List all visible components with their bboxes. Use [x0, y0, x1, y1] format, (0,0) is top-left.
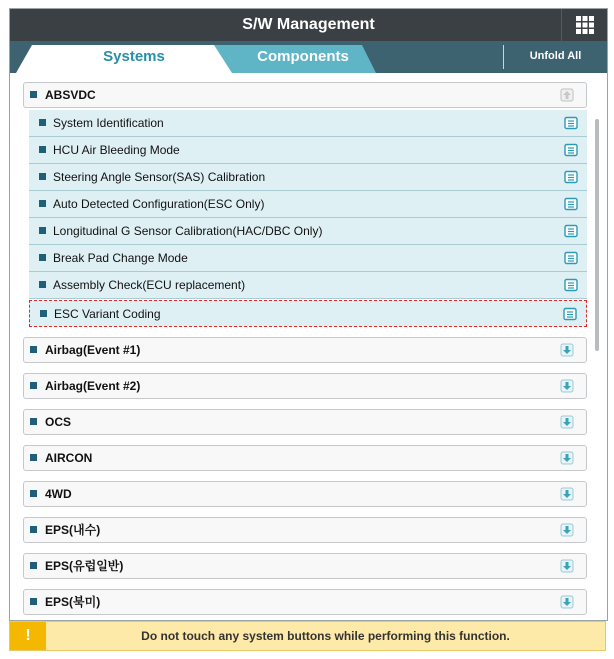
item-label: Longitudinal G Sensor Calibration(HAC/DBC Only) — [53, 224, 323, 238]
expand-down-icon[interactable] — [560, 487, 574, 501]
tab-bar — [10, 41, 607, 73]
list-item-break-pad-change[interactable] — [29, 245, 587, 272]
bullet-icon — [39, 200, 46, 207]
list-item-auto-detected-config[interactable] — [29, 191, 587, 218]
group-label: Airbag(Event #2) — [45, 379, 141, 393]
bullet-icon — [39, 146, 46, 153]
warning-banner — [9, 621, 606, 651]
item-label: ESC Variant Coding — [54, 307, 161, 321]
system-list — [10, 73, 607, 620]
group-label: Airbag(Event #1) — [45, 343, 141, 357]
item-label: HCU Air Bleeding Mode — [53, 143, 180, 157]
bullet-icon — [30, 490, 37, 497]
group-aircon[interactable] — [23, 445, 587, 471]
bullet-icon — [30, 562, 37, 569]
expand-down-icon[interactable] — [560, 379, 574, 393]
list-item-longitudinal-g-sensor[interactable] — [29, 218, 587, 245]
group-eps-domestic[interactable] — [23, 517, 587, 543]
bullet-icon — [30, 418, 37, 425]
item-label: Break Pad Change Mode — [53, 251, 188, 265]
expand-down-icon[interactable] — [560, 343, 574, 357]
tab-components[interactable]: Components — [257, 48, 349, 65]
item-label: System Identification — [53, 116, 164, 130]
list-item-hcu-air-bleeding[interactable] — [29, 137, 587, 164]
document-icon[interactable] — [564, 278, 578, 292]
expand-down-icon[interactable] — [560, 415, 574, 429]
sw-management-window — [9, 8, 608, 621]
list-item-assembly-check[interactable] — [29, 272, 587, 299]
menu-button[interactable] — [561, 9, 607, 41]
bullet-icon — [30, 346, 37, 353]
group-eps-europe[interactable] — [23, 553, 587, 579]
bullet-icon — [39, 173, 46, 180]
document-icon[interactable] — [564, 170, 578, 184]
bullet-icon — [40, 310, 47, 317]
group-label: EPS(북미) — [45, 595, 101, 609]
bullet-icon — [30, 454, 37, 461]
group-4wd[interactable] — [23, 481, 587, 507]
document-icon[interactable] — [564, 224, 578, 238]
title-bar — [10, 9, 607, 41]
group-label: EPS(유럽일반) — [45, 559, 124, 573]
warning-text: Do not touch any system buttons while performing this function. — [141, 629, 510, 643]
group-absvdc[interactable] — [23, 82, 587, 108]
bullet-icon — [30, 382, 37, 389]
item-label: Assembly Check(ECU replacement) — [53, 278, 246, 292]
group-ocs[interactable] — [23, 409, 587, 435]
list-item-system-identification[interactable] — [29, 110, 587, 137]
bullet-icon — [39, 119, 46, 126]
group-label: OCS — [45, 415, 72, 429]
expand-down-icon[interactable] — [560, 523, 574, 537]
scrollbar[interactable] — [595, 119, 599, 351]
expand-down-icon[interactable] — [560, 451, 574, 465]
document-icon[interactable] — [563, 307, 577, 321]
document-icon[interactable] — [564, 143, 578, 157]
document-icon[interactable] — [564, 251, 578, 265]
grid-icon — [576, 16, 594, 34]
expand-down-icon[interactable] — [560, 559, 574, 573]
item-label: Auto Detected Configuration(ESC Only) — [53, 197, 265, 211]
bullet-icon — [30, 91, 37, 98]
document-icon[interactable] — [564, 197, 578, 211]
page-title: S/W Management — [242, 16, 375, 33]
document-icon[interactable] — [564, 116, 578, 130]
group-label: 4WD — [45, 487, 72, 501]
group-airbag-event-2[interactable] — [23, 373, 587, 399]
unfold-all-button[interactable]: Unfold All — [529, 50, 582, 62]
bullet-icon — [39, 281, 46, 288]
bullet-icon — [39, 254, 46, 261]
group-label: EPS(내수) — [45, 523, 101, 537]
warning-icon: ! — [10, 622, 46, 650]
item-label: Steering Angle Sensor(SAS) Calibration — [53, 170, 266, 184]
group-eps-north-america[interactable] — [23, 589, 587, 615]
list-item-esc-variant-coding[interactable] — [29, 300, 587, 327]
group-label: ABSVDC — [45, 88, 96, 102]
bullet-icon — [30, 526, 37, 533]
group-label: AIRCON — [45, 451, 93, 465]
collapse-up-icon[interactable] — [560, 88, 574, 102]
bullet-icon — [30, 598, 37, 605]
expand-down-icon[interactable] — [560, 595, 574, 609]
tab-systems[interactable]: Systems — [103, 48, 165, 65]
bullet-icon — [39, 227, 46, 234]
group-airbag-event-1[interactable] — [23, 337, 587, 363]
list-item-sas-calibration[interactable] — [29, 164, 587, 191]
